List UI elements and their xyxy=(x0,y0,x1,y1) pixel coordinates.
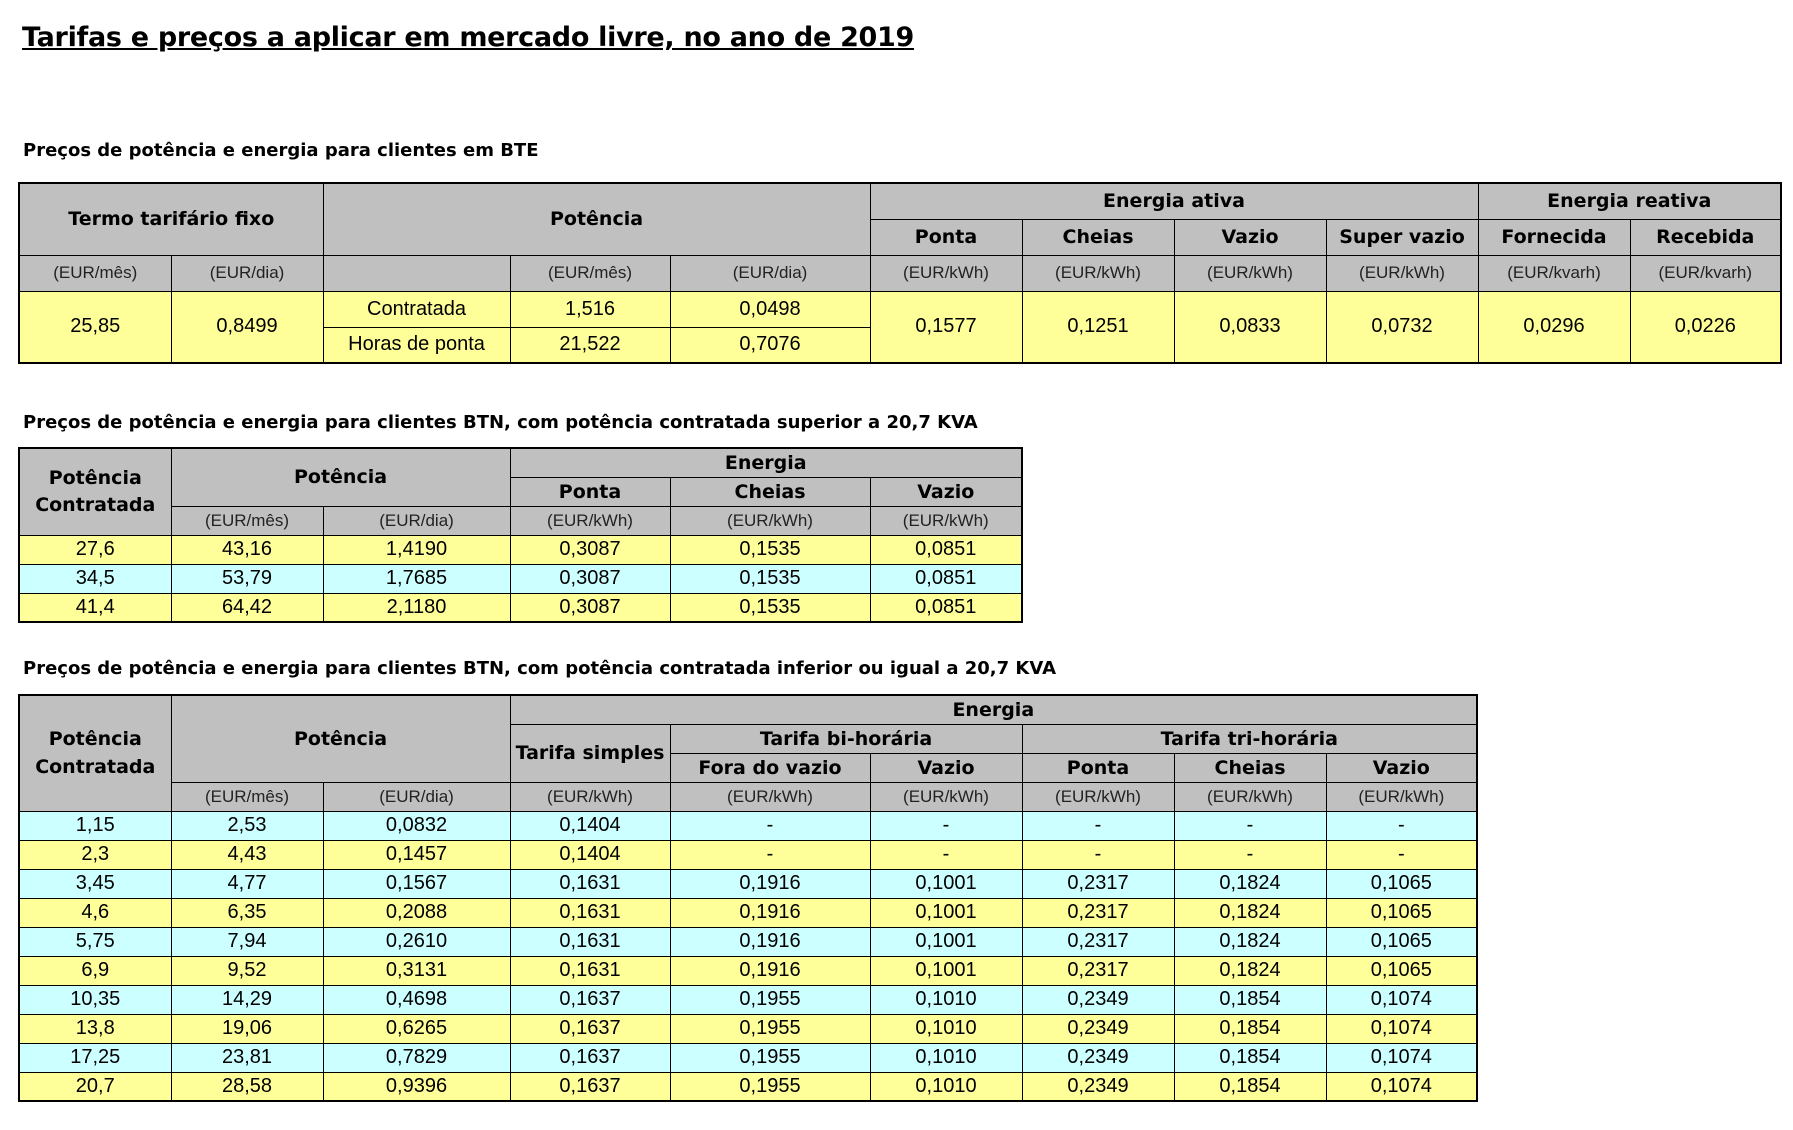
table-cell: 0,1631 xyxy=(510,898,670,927)
header-cheias: Cheias xyxy=(1022,219,1174,255)
unit-cell: (EUR/kWh) xyxy=(670,782,870,811)
header-energia: Energia xyxy=(510,695,1477,724)
table-cell: 0,1637 xyxy=(510,1014,670,1043)
table-cell: 2,3 xyxy=(19,840,171,869)
table-cell: 0,1567 xyxy=(323,869,510,898)
table-cell: 0,1010 xyxy=(870,1043,1022,1072)
table-cell: 0,2349 xyxy=(1022,1072,1174,1101)
unit-cell: (EUR/kWh) xyxy=(1326,782,1477,811)
unit-cell: (EUR/mês) xyxy=(510,255,670,291)
header-tarifa-simples: Tarifa simples xyxy=(510,724,670,782)
table-cell: 0,0851 xyxy=(870,535,1022,564)
table-row xyxy=(19,898,1477,927)
table-row xyxy=(19,869,1477,898)
table-cell: 0,2349 xyxy=(1022,1043,1174,1072)
table-cell: 4,43 xyxy=(171,840,323,869)
bte-heading: Preços de potência e energia para clientes em BTE xyxy=(23,140,539,161)
header-tarifa-tri: Tarifa tri-horária xyxy=(1022,724,1477,753)
table-cell: 0,2317 xyxy=(1022,898,1174,927)
table-cell: 34,5 xyxy=(19,564,171,593)
table-cell: - xyxy=(670,840,870,869)
table-cell: 20,7 xyxy=(19,1072,171,1101)
btn-inf-heading: Preços de potência e energia para clientes BTN, com potência contratada inferior ou igual a 20,7 KVA xyxy=(23,658,1057,679)
table-cell: 0,1854 xyxy=(1174,985,1326,1014)
table-row xyxy=(19,535,1022,564)
table-cell: 6,9 xyxy=(19,956,171,985)
table-cell: 0,1074 xyxy=(1326,1014,1477,1043)
unit-cell: (EUR/mês) xyxy=(171,506,323,535)
table-cell: 1,4190 xyxy=(323,535,510,564)
super-vazio-value: 0,0732 xyxy=(1326,291,1478,363)
table-cell: 3,45 xyxy=(19,869,171,898)
table-cell: 0,1637 xyxy=(510,1072,670,1101)
table-cell: 0,7829 xyxy=(323,1043,510,1072)
table-row xyxy=(19,593,1022,622)
table-cell: 41,4 xyxy=(19,593,171,622)
table-cell: 0,1916 xyxy=(670,927,870,956)
bte-table xyxy=(18,182,1782,364)
contratada-mes-value: 1,516 xyxy=(510,291,670,327)
table-cell: 0,0851 xyxy=(870,564,1022,593)
table-cell: 0,2088 xyxy=(323,898,510,927)
table-cell: 0,1074 xyxy=(1326,985,1477,1014)
page-title: Tarifas e preços a aplicar em mercado livre, no ano de 2019 xyxy=(22,22,915,53)
table-cell: 0,1631 xyxy=(510,956,670,985)
table-cell: 0,1535 xyxy=(670,535,870,564)
header-tarifa-bi: Tarifa bi-horária xyxy=(670,724,1022,753)
table-cell: 6,35 xyxy=(171,898,323,927)
btn-sup-table xyxy=(18,447,1023,623)
unit-cell xyxy=(323,255,510,291)
table-cell: 0,1001 xyxy=(870,869,1022,898)
table-cell: 4,6 xyxy=(19,898,171,927)
table-cell: 0,1001 xyxy=(870,956,1022,985)
table-cell: 0,1955 xyxy=(670,1043,870,1072)
table-cell: 0,1916 xyxy=(670,898,870,927)
table-cell: 0,1631 xyxy=(510,869,670,898)
header-potencia: Potência xyxy=(171,448,510,506)
table-cell: - xyxy=(670,811,870,840)
unit-cell: (EUR/kWh) xyxy=(1326,255,1478,291)
header-ponta: Ponta xyxy=(510,477,670,506)
table-cell: 0,1404 xyxy=(510,840,670,869)
table-cell: 0,1916 xyxy=(670,869,870,898)
table-cell: 0,1001 xyxy=(870,898,1022,927)
table-cell: 0,3087 xyxy=(510,564,670,593)
unit-cell: (EUR/kWh) xyxy=(870,255,1022,291)
table-row xyxy=(19,840,1477,869)
header-vazio: Vazio xyxy=(1174,219,1326,255)
table-cell: - xyxy=(870,811,1022,840)
table-cell: 19,06 xyxy=(171,1014,323,1043)
table-cell: 0,2317 xyxy=(1022,956,1174,985)
table-cell: 28,58 xyxy=(171,1072,323,1101)
table-cell: 0,1010 xyxy=(870,1072,1022,1101)
table-cell: 0,4698 xyxy=(323,985,510,1014)
table-cell: 53,79 xyxy=(171,564,323,593)
header-potencia: Potência xyxy=(323,183,870,255)
btn-inf-table xyxy=(18,694,1478,1102)
ponta-value: 0,1577 xyxy=(870,291,1022,363)
table-row xyxy=(19,811,1477,840)
table-cell: 0,1535 xyxy=(670,593,870,622)
unit-cell: (EUR/mês) xyxy=(19,255,171,291)
table-cell: 0,1955 xyxy=(670,985,870,1014)
table-cell: 0,1854 xyxy=(1174,1043,1326,1072)
header-pot-contratada: Potência Contratada xyxy=(19,448,171,535)
contratada-label: Contratada xyxy=(323,291,510,327)
unit-cell: (EUR/dia) xyxy=(171,255,323,291)
unit-cell: (EUR/kWh) xyxy=(1022,255,1174,291)
table-cell: 23,81 xyxy=(171,1043,323,1072)
table-cell: 13,8 xyxy=(19,1014,171,1043)
header-energia-reativa: Energia reativa xyxy=(1478,183,1781,219)
header-termo: Termo tarifário fixo xyxy=(19,183,323,255)
unit-cell: (EUR/kWh) xyxy=(870,506,1022,535)
table-cell: 0,1824 xyxy=(1174,898,1326,927)
table-cell: 9,52 xyxy=(171,956,323,985)
table-cell: 0,1001 xyxy=(870,927,1022,956)
table-cell: 0,1457 xyxy=(323,840,510,869)
table-row xyxy=(19,927,1477,956)
table-row xyxy=(19,956,1477,985)
table-cell: 0,6265 xyxy=(323,1014,510,1043)
table-cell: 0,1637 xyxy=(510,1043,670,1072)
table-row xyxy=(19,1072,1477,1101)
table-cell: 1,7685 xyxy=(323,564,510,593)
cheias-value: 0,1251 xyxy=(1022,291,1174,363)
unit-cell: (EUR/kWh) xyxy=(1022,782,1174,811)
header-vazio: Vazio xyxy=(870,753,1022,782)
table-cell: - xyxy=(1326,811,1477,840)
table-cell: 0,2610 xyxy=(323,927,510,956)
table-cell: 14,29 xyxy=(171,985,323,1014)
table-cell: 0,1824 xyxy=(1174,869,1326,898)
horas-ponta-label: Horas de ponta xyxy=(323,327,510,363)
table-cell: 2,1180 xyxy=(323,593,510,622)
unit-cell: (EUR/kWh) xyxy=(510,782,670,811)
table-cell: - xyxy=(1174,811,1326,840)
table-cell: 0,1404 xyxy=(510,811,670,840)
header-ponta: Ponta xyxy=(1022,753,1174,782)
table-cell: 0,1637 xyxy=(510,985,670,1014)
unit-cell: (EUR/mês) xyxy=(171,782,323,811)
table-cell: 64,42 xyxy=(171,593,323,622)
recebida-value: 0,0226 xyxy=(1630,291,1781,363)
table-row xyxy=(19,985,1477,1014)
header-fora-vazio: Fora do vazio xyxy=(670,753,870,782)
header-recebida: Recebida xyxy=(1630,219,1781,255)
table-cell: 0,9396 xyxy=(323,1072,510,1101)
table-cell: - xyxy=(1022,840,1174,869)
table-cell: - xyxy=(1326,840,1477,869)
table-cell: 10,35 xyxy=(19,985,171,1014)
table-cell: 0,1824 xyxy=(1174,956,1326,985)
table-cell: 0,1074 xyxy=(1326,1072,1477,1101)
unit-cell: (EUR/kWh) xyxy=(1174,255,1326,291)
header-energia: Energia xyxy=(510,448,1022,477)
table-row xyxy=(19,1043,1477,1072)
header-cheias: Cheias xyxy=(1174,753,1326,782)
table-cell: 0,3087 xyxy=(510,593,670,622)
table-cell: 0,3131 xyxy=(323,956,510,985)
table-cell: 0,1854 xyxy=(1174,1072,1326,1101)
header-fornecida: Fornecida xyxy=(1478,219,1630,255)
table-cell: 0,1955 xyxy=(670,1014,870,1043)
table-cell: 0,2317 xyxy=(1022,869,1174,898)
table-cell: 0,1065 xyxy=(1326,898,1477,927)
table-cell: 0,1955 xyxy=(670,1072,870,1101)
unit-cell: (EUR/kWh) xyxy=(870,782,1022,811)
table-cell: 0,1010 xyxy=(870,1014,1022,1043)
table-cell: - xyxy=(870,840,1022,869)
header-pot-contratada: Potência Contratada xyxy=(19,695,171,811)
header-ponta: Ponta xyxy=(870,219,1022,255)
table-cell: 2,53 xyxy=(171,811,323,840)
table-cell: 0,0832 xyxy=(323,811,510,840)
table-row xyxy=(19,1014,1477,1043)
table-cell: 17,25 xyxy=(19,1043,171,1072)
horas-dia-value: 0,7076 xyxy=(670,327,870,363)
header-energia-ativa: Energia ativa xyxy=(870,183,1478,219)
table-cell: 0,2349 xyxy=(1022,985,1174,1014)
table-cell: 0,3087 xyxy=(510,535,670,564)
table-cell: 0,2349 xyxy=(1022,1014,1174,1043)
unit-cell: (EUR/dia) xyxy=(670,255,870,291)
unit-cell: (EUR/kWh) xyxy=(1174,782,1326,811)
termo-mes-value: 25,85 xyxy=(19,291,171,363)
contratada-dia-value: 0,0498 xyxy=(670,291,870,327)
table-cell: 0,1074 xyxy=(1326,1043,1477,1072)
header-cheias: Cheias xyxy=(670,477,870,506)
table-cell: 0,1535 xyxy=(670,564,870,593)
table-row xyxy=(19,564,1022,593)
table-cell: 0,1824 xyxy=(1174,927,1326,956)
table-cell: 0,1854 xyxy=(1174,1014,1326,1043)
header-super-vazio: Super vazio xyxy=(1326,219,1478,255)
unit-cell: (EUR/kWh) xyxy=(670,506,870,535)
unit-cell: (EUR/kvarh) xyxy=(1630,255,1781,291)
termo-dia-value: 0,8499 xyxy=(171,291,323,363)
table-cell: 0,1065 xyxy=(1326,927,1477,956)
table-cell: 43,16 xyxy=(171,535,323,564)
header-vazio: Vazio xyxy=(870,477,1022,506)
table-cell: 0,0851 xyxy=(870,593,1022,622)
table-cell: 27,6 xyxy=(19,535,171,564)
table-cell: 0,1065 xyxy=(1326,956,1477,985)
table-cell: 4,77 xyxy=(171,869,323,898)
table-cell: 0,1916 xyxy=(670,956,870,985)
table-cell: 5,75 xyxy=(19,927,171,956)
table-cell: 7,94 xyxy=(171,927,323,956)
vazio-value: 0,0833 xyxy=(1174,291,1326,363)
unit-cell: (EUR/dia) xyxy=(323,782,510,811)
header-potencia: Potência xyxy=(171,695,510,782)
header-vazio-tri: Vazio xyxy=(1326,753,1477,782)
unit-cell: (EUR/kvarh) xyxy=(1478,255,1630,291)
btn-sup-heading: Preços de potência e energia para clientes BTN, com potência contratada superior a 20,7 KVA xyxy=(23,412,978,433)
table-cell: - xyxy=(1174,840,1326,869)
table-cell: 0,1631 xyxy=(510,927,670,956)
table-cell: 1,15 xyxy=(19,811,171,840)
table-cell: - xyxy=(1022,811,1174,840)
table-cell: 0,1065 xyxy=(1326,869,1477,898)
fornecida-value: 0,0296 xyxy=(1478,291,1630,363)
table-cell: 0,1010 xyxy=(870,985,1022,1014)
unit-cell: (EUR/dia) xyxy=(323,506,510,535)
horas-mes-value: 21,522 xyxy=(510,327,670,363)
table-cell: 0,2317 xyxy=(1022,927,1174,956)
unit-cell: (EUR/kWh) xyxy=(510,506,670,535)
